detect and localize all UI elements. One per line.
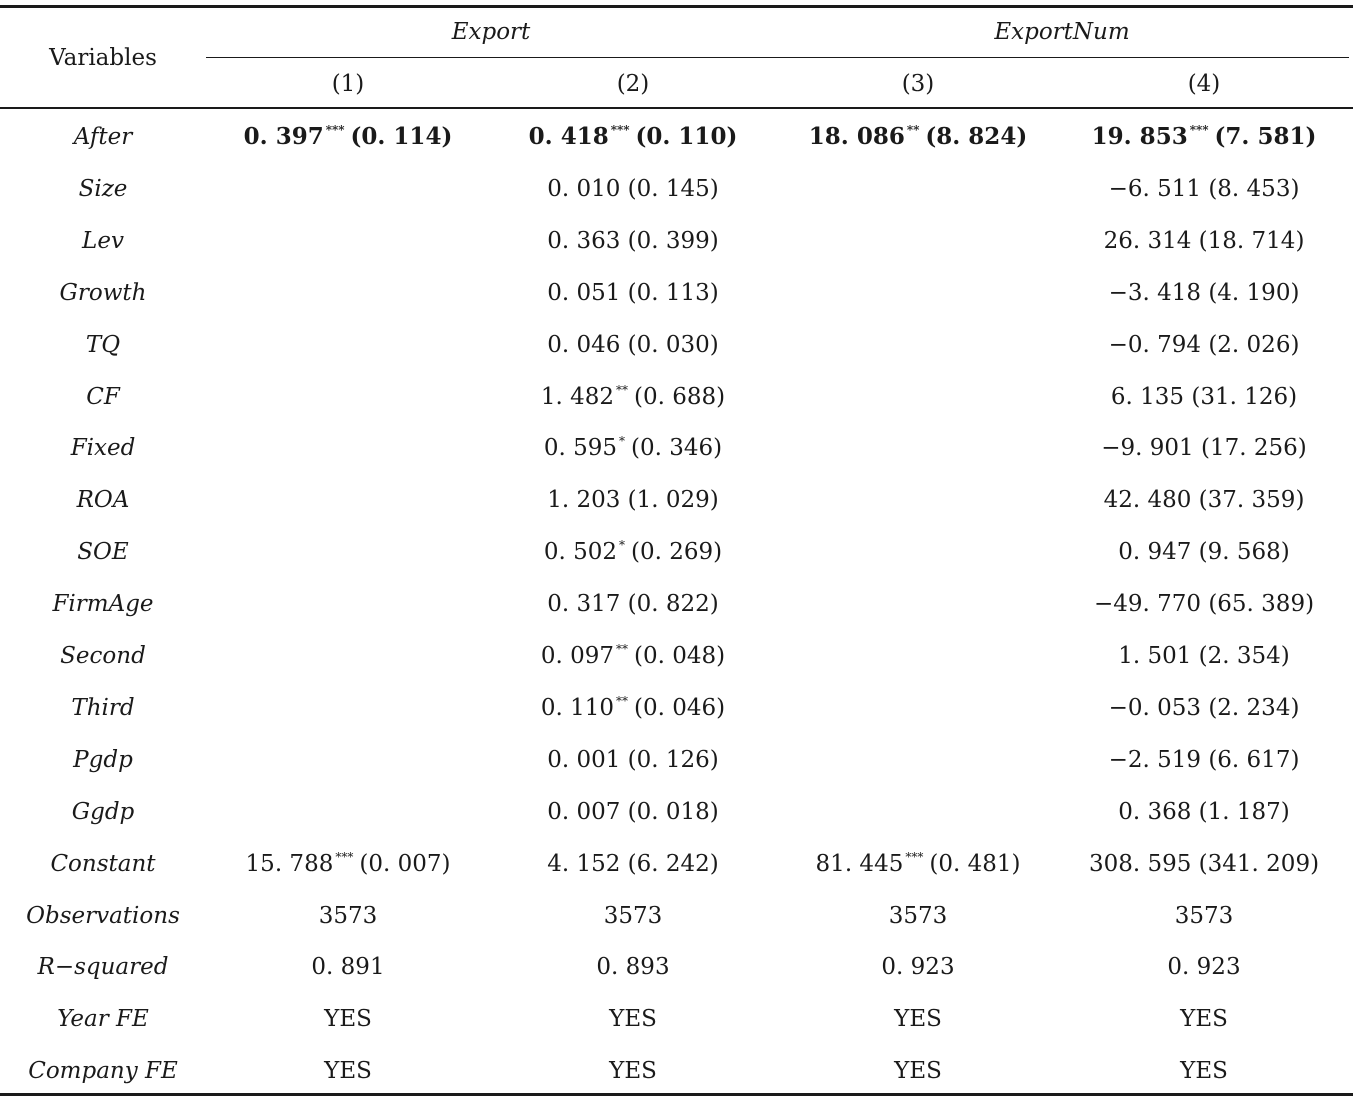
table-cell <box>1094 589 1314 619</box>
coefficient: YES <box>609 1058 657 1085</box>
table-cell <box>547 174 719 204</box>
significance-stars: * <box>619 538 626 553</box>
standard-error: (0. 007) <box>359 850 451 877</box>
variable-label: Observations <box>26 902 180 929</box>
coefficient: 0. 893 <box>596 954 670 981</box>
variable-label: Ggdp <box>71 798 135 825</box>
coefficient: 81. 445 <box>815 850 904 877</box>
standard-error: (6. 242) <box>627 850 719 877</box>
group-header-exportnum: ExportNum <box>994 19 1130 45</box>
significance-stars: *** <box>610 123 630 137</box>
variables-header: Variables <box>49 45 157 71</box>
header-rule <box>0 107 1353 109</box>
table-cell <box>889 901 948 931</box>
variable-label: Third <box>71 694 135 721</box>
coefficient: 0. 595 <box>543 435 618 462</box>
coefficient: −2. 519 <box>1108 746 1202 773</box>
coefficient: 3573 <box>888 902 948 929</box>
table-cell <box>1118 797 1290 827</box>
coefficient: 0. 363 <box>547 227 621 254</box>
table-cell <box>1118 537 1290 567</box>
coefficient: 0. 368 <box>1118 798 1192 825</box>
coefficient: 0. 097 <box>540 643 615 669</box>
column-header-4: (4) <box>1187 71 1221 97</box>
variable-label: ROA <box>76 487 130 514</box>
table-cell <box>547 278 719 308</box>
coefficient: 18. 086 <box>808 123 905 150</box>
significance-stars: *** <box>325 123 345 137</box>
standard-error: (18. 714) <box>1198 227 1305 254</box>
top-rule <box>0 5 1353 8</box>
standard-error: (0. 018) <box>627 798 719 825</box>
standard-error: (0. 126) <box>627 746 719 773</box>
standard-error: (4. 190) <box>1208 279 1300 306</box>
table-cell <box>609 1004 657 1034</box>
coefficient: YES <box>324 1006 372 1033</box>
table-cell <box>1167 952 1240 982</box>
table-cell <box>1175 901 1234 931</box>
standard-error: (0. 114) <box>350 123 453 150</box>
table-cell <box>547 745 719 775</box>
table-cell <box>1104 485 1305 515</box>
coefficient: 1. 501 <box>1118 643 1192 669</box>
coefficient: 15. 788 <box>245 850 334 877</box>
standard-error: (37. 359) <box>1198 487 1305 514</box>
variable-label: Company FE <box>28 1058 178 1085</box>
table-cell <box>1092 122 1317 152</box>
coefficient: 0. 001 <box>547 746 621 773</box>
coefficient: −0. 794 <box>1108 331 1202 358</box>
coefficient: −49. 770 <box>1093 591 1201 618</box>
coefficient: −9. 901 <box>1101 435 1194 462</box>
coefficient: 0. 891 <box>311 954 385 981</box>
table-cell <box>604 901 663 931</box>
table-cell <box>1109 278 1300 308</box>
table-cell <box>541 641 725 671</box>
coefficient: YES <box>609 1006 657 1033</box>
coefficient: 0. 110 <box>540 694 615 721</box>
coefficient: 26. 314 <box>1103 227 1192 254</box>
column-header-2: (2) <box>616 71 650 97</box>
table-cell <box>1111 382 1297 412</box>
coefficient: 0. 046 <box>547 331 621 358</box>
coefficient: 3573 <box>1174 902 1234 929</box>
variable-label: Year FE <box>57 1006 149 1033</box>
significance-stars: ** <box>616 693 629 708</box>
table-cell <box>544 433 722 463</box>
coefficient: 19. 853 <box>1091 123 1188 150</box>
standard-error: (0. 269) <box>631 539 723 566</box>
table-cell <box>1109 745 1300 775</box>
coefficient: 308. 595 <box>1088 850 1192 877</box>
coefficient: 0. 007 <box>547 798 621 825</box>
significance-stars: * <box>619 434 626 449</box>
table-cell <box>547 226 719 256</box>
table-cell <box>319 901 378 931</box>
coefficient: −3. 418 <box>1108 279 1202 306</box>
table-cell <box>894 1056 942 1086</box>
coefficient: −6. 511 <box>1108 175 1202 202</box>
table-cell <box>1118 641 1290 671</box>
table-cell <box>324 1004 372 1034</box>
table-cell <box>1180 1004 1228 1034</box>
standard-error: (8. 453) <box>1208 175 1300 202</box>
standard-error: (0. 822) <box>627 591 719 618</box>
variable-label: FirmAge <box>52 591 154 618</box>
coefficient: 0. 317 <box>547 591 621 618</box>
coefficient: 0. 947 <box>1118 539 1192 566</box>
table-cell <box>544 537 722 567</box>
standard-error: (0. 048) <box>634 643 726 669</box>
coefficient: 1. 203 <box>547 487 621 514</box>
standard-error: (31. 126) <box>1191 383 1298 410</box>
coefficient: 4. 152 <box>547 850 621 877</box>
table-cell <box>541 693 725 723</box>
significance-stars: ** <box>616 642 629 656</box>
table-cell <box>1109 174 1300 204</box>
standard-error: (2. 354) <box>1198 643 1290 669</box>
standard-error: (0. 688) <box>634 383 726 410</box>
standard-error: (17. 256) <box>1201 435 1307 462</box>
standard-error: (0. 046) <box>634 694 726 721</box>
table-cell <box>809 122 1027 152</box>
coefficient: 1. 482 <box>540 383 615 410</box>
coefficient: YES <box>1180 1058 1228 1085</box>
standard-error: (2. 234) <box>1208 694 1300 721</box>
coefficient: 0. 502 <box>543 539 618 566</box>
standard-error: (0. 481) <box>929 850 1021 877</box>
table-cell <box>311 952 384 982</box>
standard-error: (0. 399) <box>627 227 719 254</box>
coefficient: 0. 397 <box>243 123 324 150</box>
standard-error: (2. 026) <box>1208 331 1300 358</box>
table-cell <box>1101 433 1307 463</box>
standard-error: (0. 346) <box>631 435 723 462</box>
coefficient: 0. 051 <box>547 279 621 306</box>
standard-error: (341. 209) <box>1198 850 1320 877</box>
table-cell <box>881 952 954 982</box>
table-cell <box>547 849 719 879</box>
standard-error: (8. 824) <box>925 123 1028 150</box>
coefficient: 3573 <box>318 902 378 929</box>
coefficient: YES <box>324 1058 372 1085</box>
table-cell <box>324 1056 372 1086</box>
table-cell <box>1180 1056 1228 1086</box>
standard-error: (7. 581) <box>1214 123 1317 150</box>
table-cell <box>1104 226 1305 256</box>
significance-stars: ** <box>906 123 920 137</box>
coefficient: 42. 480 <box>1103 487 1192 514</box>
coefficient: YES <box>894 1006 942 1033</box>
column-header-1: (1) <box>331 71 365 97</box>
standard-error: (0. 110) <box>635 123 738 150</box>
variable-label: Pgdp <box>73 746 133 773</box>
table-cell <box>1109 330 1300 360</box>
variable-label: SOE <box>77 539 129 566</box>
coefficient: 0. 923 <box>881 954 955 981</box>
table-cell <box>609 1056 657 1086</box>
group-rule <box>206 57 1349 58</box>
variable-label: Second <box>60 643 146 669</box>
variable-label: Constant <box>50 850 156 877</box>
variable-label: R−squared <box>37 954 169 981</box>
table-cell <box>246 849 451 879</box>
bottom-rule <box>0 1093 1353 1096</box>
significance-stars: *** <box>335 849 354 864</box>
table-cell <box>541 382 725 412</box>
variable-label: Growth <box>59 279 147 306</box>
coefficient: 0. 010 <box>547 175 621 202</box>
standard-error: (65. 389) <box>1208 591 1315 618</box>
standard-error: (0. 030) <box>627 331 719 358</box>
standard-error: (9. 568) <box>1198 539 1290 566</box>
significance-stars: *** <box>905 849 924 864</box>
coefficient: 3573 <box>603 902 663 929</box>
table-cell <box>547 797 719 827</box>
variable-label: TQ <box>85 331 121 358</box>
table-cell <box>547 485 719 515</box>
standard-error: (6. 617) <box>1208 746 1300 773</box>
table-cell <box>1109 693 1300 723</box>
table-cell <box>1089 849 1319 879</box>
variable-label: CF <box>86 383 120 410</box>
coefficient: 6. 135 <box>1110 383 1185 410</box>
table-cell <box>816 849 1021 879</box>
variable-label: Size <box>78 175 128 202</box>
coefficient: YES <box>894 1058 942 1085</box>
coefficient: YES <box>1180 1006 1228 1033</box>
standard-error: (0. 145) <box>627 175 719 202</box>
coefficient: −0. 053 <box>1108 694 1202 721</box>
column-header-3: (3) <box>901 71 935 97</box>
table-cell <box>529 122 738 152</box>
variable-label: After <box>73 124 133 150</box>
significance-stars: *** <box>1189 123 1209 137</box>
table-cell <box>547 330 719 360</box>
group-header-export: Export <box>451 19 531 45</box>
coefficient: 0. 923 <box>1167 954 1241 981</box>
standard-error: (0. 113) <box>627 279 719 306</box>
standard-error: (1. 029) <box>627 487 719 514</box>
coefficient: 0. 418 <box>528 123 609 150</box>
table-cell <box>244 122 453 152</box>
variable-label: Fixed <box>70 435 136 462</box>
standard-error: (1. 187) <box>1198 798 1290 825</box>
significance-stars: ** <box>616 382 629 397</box>
table-cell <box>894 1004 942 1034</box>
table-cell <box>596 952 669 982</box>
variable-label: Lev <box>82 227 124 254</box>
table-cell <box>547 589 719 619</box>
